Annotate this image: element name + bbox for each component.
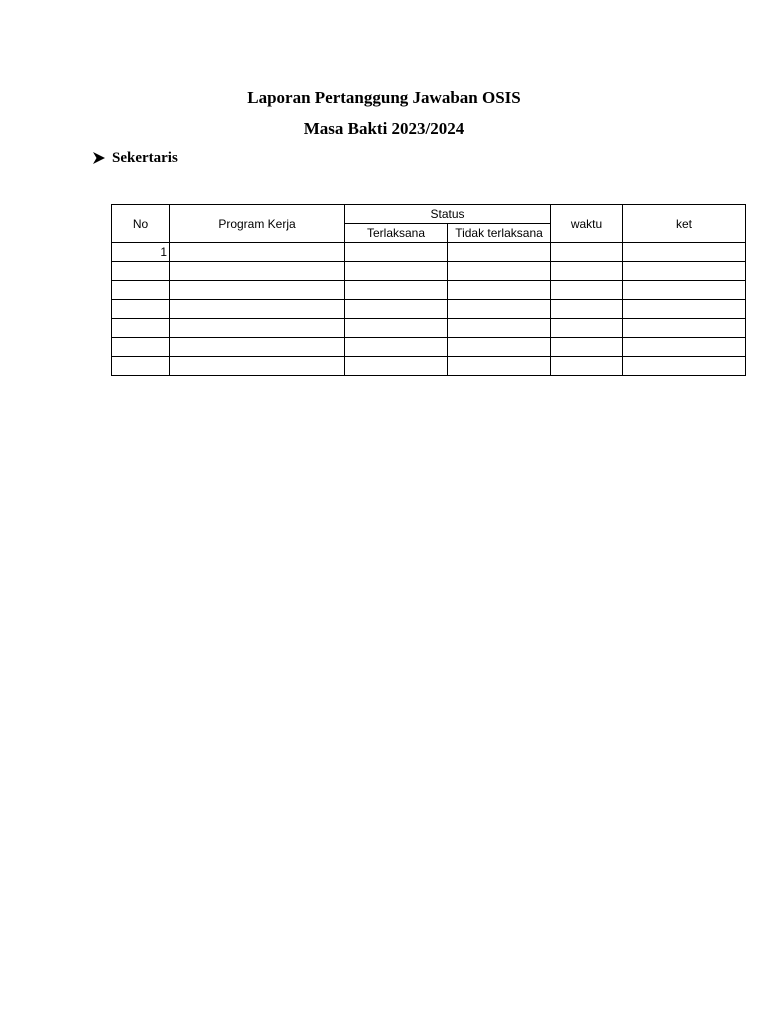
cell-tidak-terlaksana — [448, 281, 551, 300]
header-no: No — [112, 205, 170, 243]
cell-no — [112, 281, 170, 300]
cell-waktu — [551, 357, 623, 376]
cell-terlaksana — [345, 281, 448, 300]
table-body — [112, 243, 746, 376]
table-row — [112, 281, 746, 300]
cell-program-kerja — [170, 281, 345, 300]
document-subtitle: Masa Bakti 2023/2024 — [303, 119, 465, 138]
table-row — [112, 338, 746, 357]
cell-program-kerja — [170, 338, 345, 357]
cell-ket — [623, 243, 746, 262]
cell-terlaksana — [345, 319, 448, 338]
table-row — [112, 300, 746, 319]
cell-ket — [623, 319, 746, 338]
cell-waktu — [551, 262, 623, 281]
header-waktu: waktu — [551, 205, 623, 243]
cell-no — [112, 300, 170, 319]
table-row — [112, 243, 746, 262]
cell-terlaksana — [345, 357, 448, 376]
cell-ket — [623, 300, 746, 319]
cell-tidak-terlaksana — [448, 243, 551, 262]
cell-waktu — [551, 338, 623, 357]
cell-ket — [623, 262, 746, 281]
cell-no — [112, 338, 170, 357]
cell-tidak-terlaksana — [448, 300, 551, 319]
table-row — [112, 262, 746, 281]
cell-program-kerja — [170, 243, 345, 262]
cell-no — [112, 357, 170, 376]
cell-terlaksana — [345, 300, 448, 319]
arrow-bullet-icon — [92, 151, 106, 165]
header-terlaksana: Terlaksana — [345, 224, 448, 243]
table-row — [112, 319, 746, 338]
cell-program-kerja — [170, 357, 345, 376]
cell-tidak-terlaksana — [448, 262, 551, 281]
cell-program-kerja — [170, 262, 345, 281]
cell-program-kerja — [170, 300, 345, 319]
cell-ket — [623, 338, 746, 357]
cell-no — [112, 319, 170, 338]
cell-ket — [623, 357, 746, 376]
cell-tidak-terlaksana — [448, 357, 551, 376]
section-heading — [92, 149, 178, 167]
cell-tidak-terlaksana — [448, 338, 551, 357]
cell-no: 1 — [112, 243, 170, 262]
header-tidak-terlaksana: Tidak terlaksana — [448, 224, 551, 243]
header-program-kerja: Program Kerja — [170, 205, 345, 243]
cell-terlaksana — [345, 338, 448, 357]
cell-program-kerja — [170, 319, 345, 338]
document-title: Laporan Pertanggung Jawaban OSIS — [247, 88, 521, 107]
table-row — [112, 357, 746, 376]
cell-tidak-terlaksana — [448, 319, 551, 338]
cell-terlaksana — [345, 262, 448, 281]
cell-waktu — [551, 319, 623, 338]
cell-waktu — [551, 243, 623, 262]
header-ket: ket — [623, 205, 746, 243]
cell-waktu — [551, 300, 623, 319]
cell-no — [112, 262, 170, 281]
header-status: Status — [345, 205, 551, 224]
cell-terlaksana — [345, 243, 448, 262]
report-table — [111, 204, 746, 376]
cell-ket — [623, 281, 746, 300]
cell-waktu — [551, 281, 623, 300]
section-label: Sekertaris — [112, 149, 178, 166]
